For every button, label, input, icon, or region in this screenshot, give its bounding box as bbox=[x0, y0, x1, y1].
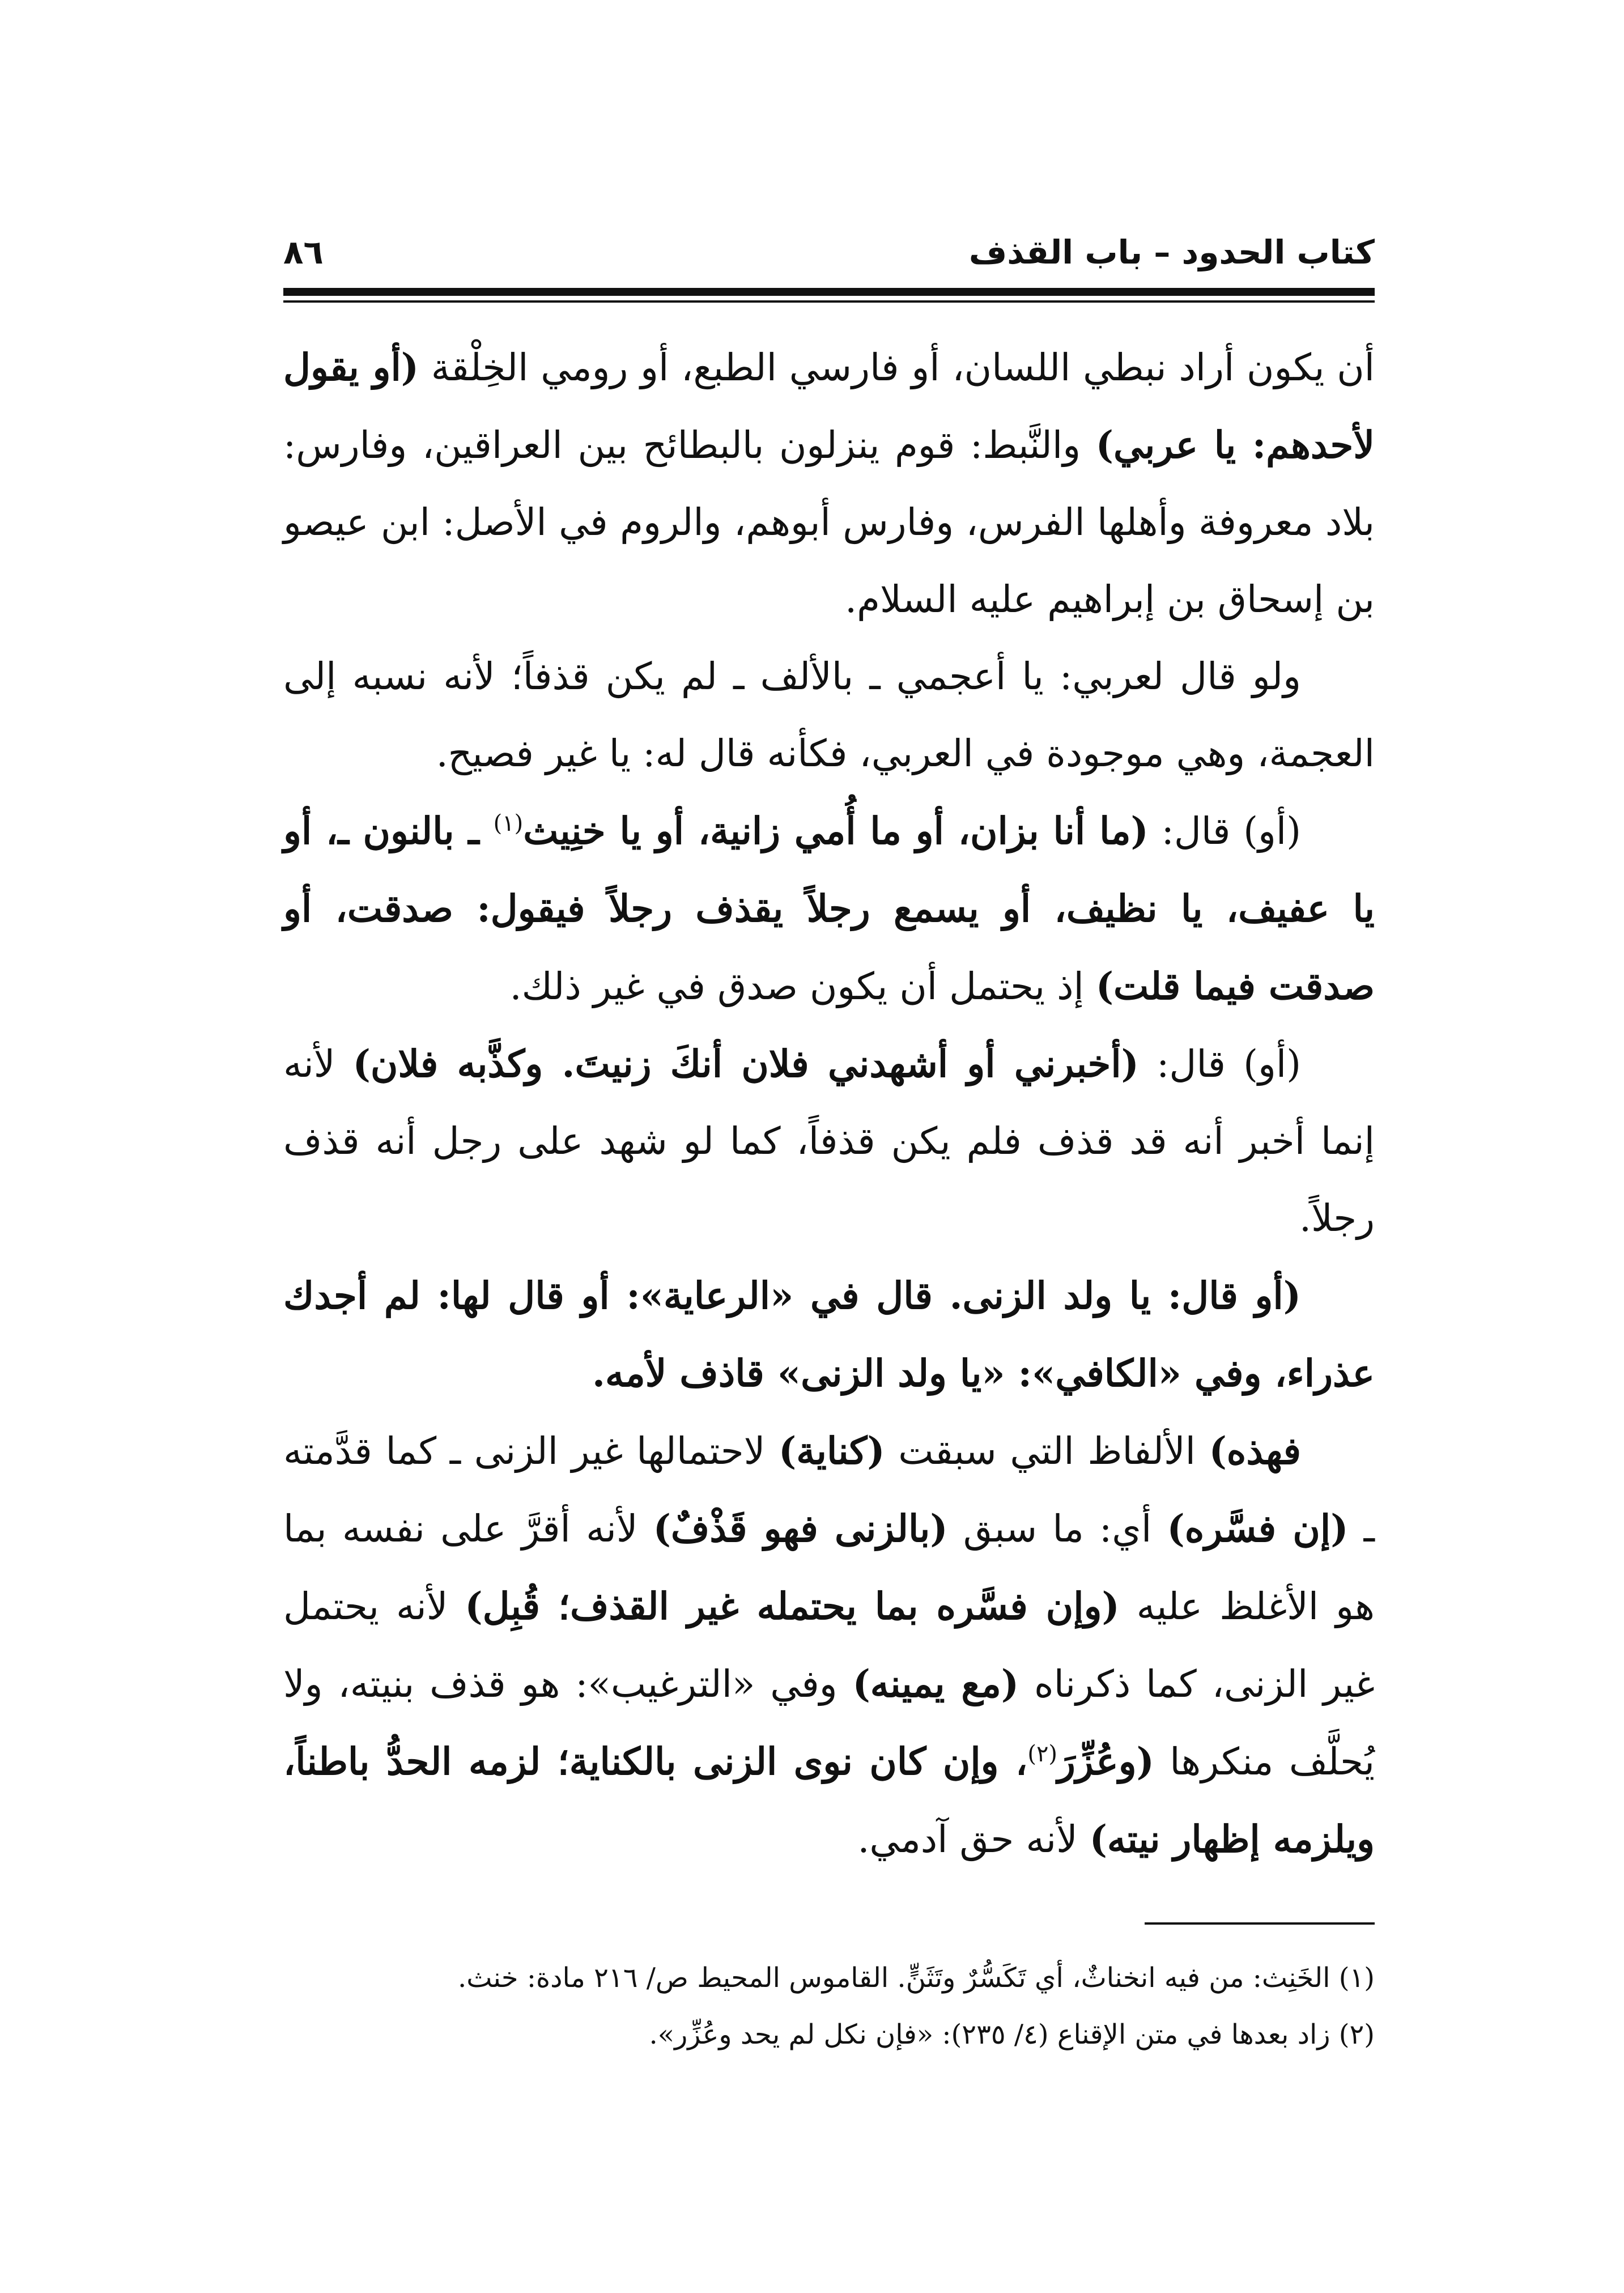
paragraph-4: (أو) قال: (أخبرني أو أشهدني فلان أنكَ زنيتَ. وكذَّبه فلان) لأنه إنما أخبر أنه قد قذف فلم يكن قذفاً، كما لو شهد على رجل أنه قذف رجلاً. bbox=[283, 1042, 1375, 1240]
paragraph-5: (أو قال: يا ولد الزنى. قال في «الرعاية»: أو قال لها: لم أجدك عذراء، وفي «الكافي»: «يا ولد الزنى» قاذف لأمه. bbox=[283, 1273, 1375, 1395]
paragraph-6: فهذه) الألفاظ التي سبقت (كناية) لاحتمالها غير الزنى ـ كما قدَّمته ـ (إن فسَّره) أي: ما سبق (بالزنى فهو قَذْفٌ) لأنه أقرَّ على نفسه بما هو الأغلظ عليه (وإن فسَّره بما يحتمله غير القذف؛ قُبِل) لأنه يحتمل غير الزنى، كما ذكرناه (مع يمينه) وفي «الترغيب»: هو قذف بنيته، ولا يُحلَّف منكرها (وعُزِّرَ$^{(٢)}$، وإن كان نوى الزنى بالكناية؛ لزمه الحدُّ باطناً، ويلزمه إظهار نيته) لأنه حق آدمي. bbox=[283, 1429, 1375, 1861]
body-text bbox=[283, 329, 1375, 1878]
footnote-ref-2[interactable]: (٢) bbox=[1027, 1741, 1058, 1767]
page-number: ٨٦ bbox=[283, 233, 324, 271]
footnote-2: (٢) زاد بعدها في متن الإقناع (٤/ ٢٣٥): «فإن نكل لم يحد وعُزِّر». bbox=[649, 2019, 1375, 2050]
header-rule-thin bbox=[283, 300, 1375, 303]
running-header bbox=[283, 227, 1375, 278]
running-title: كتاب الحدود – باب القذف bbox=[968, 233, 1375, 271]
footnote-separator bbox=[1145, 1922, 1375, 1925]
header-rule-thick bbox=[283, 288, 1375, 296]
footnote-ref-1[interactable]: (١) bbox=[493, 810, 524, 836]
paragraph-2: ولو قال لعربي: يا أعجمي ـ بالألف ـ لم يكن قذفاً؛ لأنه نسبه إلى العجمة، وهي موجودة في العربي، فكأنه قال له: يا غير فصيح. bbox=[283, 655, 1375, 775]
paragraph-3: (أو) قال: (ما أنا بزان، أو ما أُمي زانية، أو يا خنِيث$^{(١)}$ ـ بالنون ـ، أو يا عفيف، يا نظيف، أو يسمع رجلاً يقذف رجلاً فيقول: صدقت، أو صدقت فيما قلت) إذ يحتمل أن يكون صدق في غير ذلك. bbox=[283, 809, 1375, 1008]
footnote-1: (١) الخَنِث: من فيه انخناثٌ، أي تَكَسُّرٌ وتَثَنٍّ. القاموس المحيط ص/ ٢١٦ مادة: خنث. bbox=[458, 1962, 1375, 1994]
footnotes bbox=[283, 1950, 1375, 2063]
paragraph-1: أن يكون أراد نبطي اللسان، أو فارسي الطبع، أو رومي الخِلْقة (أو يقول لأحدهم: يا عربي) والنَّبط: قوم ينزلون بالبطائح بين العراقين، وفارس: بلاد معروفة وأهلها الفرس، وفارس أبوهم، والروم في الأصل: ابن عيصو بن إسحاق بن إبراهيم عليه السلام. bbox=[283, 345, 1375, 621]
